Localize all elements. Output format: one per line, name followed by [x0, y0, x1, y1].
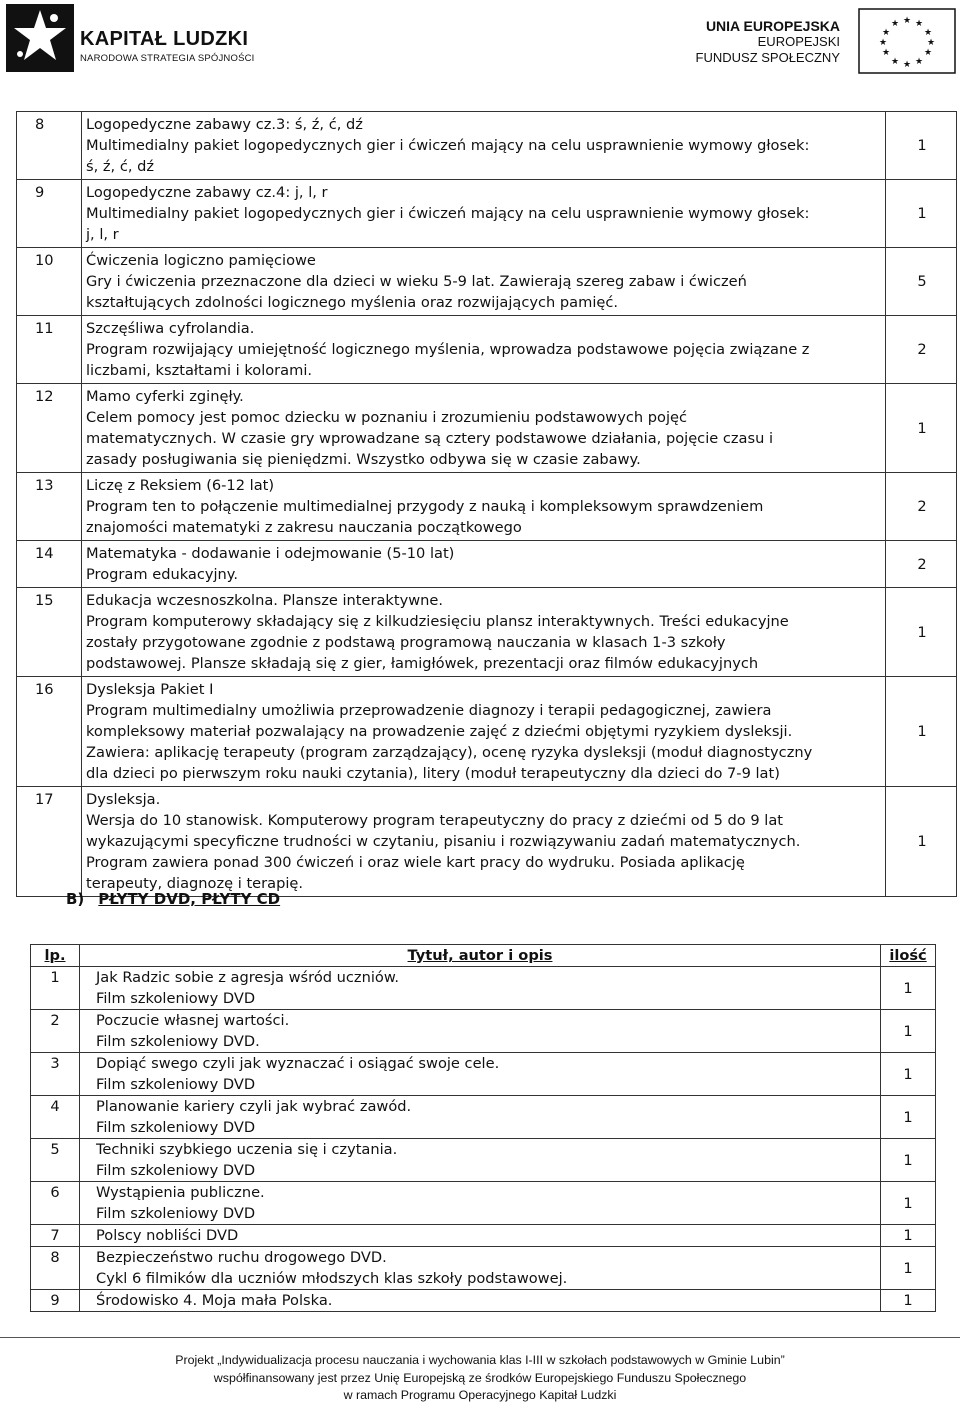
row-description [82, 316, 886, 384]
eu-line-1: UNIA EUROPEJSKA [705, 18, 840, 34]
desc-line: Bezpieczeństwo ruchu drogowego DVD. [96, 1249, 387, 1266]
svg-text:★: ★ [914, 19, 924, 29]
logo-title: KAPITAŁ LUDZKI [80, 28, 249, 50]
desc-line: Celem pomocy jest pomoc dziecku w poznaniu i zrozumieniu podstawowych pojęć [86, 409, 688, 426]
software-table [16, 111, 957, 897]
desc-line: Zawiera: aplikację terapeuty (program zarządzający), ocenę ryzyka dysleksji (moduł diagnostyczny [86, 744, 813, 761]
row-quantity: 1 [886, 588, 957, 677]
desc-line: Szczęśliwa cyfrolandia. [86, 320, 255, 337]
desc-line: j, l, r [86, 226, 119, 243]
desc-line: Dysleksja Pakiet I [86, 681, 214, 698]
table-row [31, 1139, 936, 1182]
row-number: 7 [31, 1225, 80, 1247]
desc-line: Film szkoleniowy DVD. [96, 1033, 260, 1050]
table-row [31, 1053, 936, 1096]
svg-text:★: ★ [923, 28, 933, 38]
footer-divider [0, 1337, 960, 1338]
svg-text:★: ★ [914, 57, 924, 67]
desc-line: Mamo cyferki zginęły. [86, 388, 244, 405]
desc-line: Film szkoleniowy DVD [96, 1205, 256, 1222]
desc-line: Dopiąć swego czyli jak wyznaczać i osiągać swoje cele. [96, 1055, 500, 1072]
eu-line-2: EUROPEJSKI [757, 34, 840, 49]
table-row [17, 384, 957, 473]
row-quantity: 2 [886, 473, 957, 541]
desc-line: zasady posługiwania się pieniędzmi. Wszystko odbywa się w czasie zabawy. [86, 451, 641, 468]
row-description [80, 1182, 881, 1225]
row-description [80, 1053, 881, 1096]
desc-line: ś, ź, ć, dź [86, 158, 155, 175]
kapital-ludzki-logo [6, 4, 74, 72]
table-row [17, 473, 957, 541]
row-number: 16 [17, 677, 82, 787]
desc-line: wykazującymi specyficzne trudności w czytaniu, pisaniu i rozwiązywaniu zadań matematycznych. [86, 833, 801, 850]
table-row [31, 1290, 936, 1312]
row-description [82, 473, 886, 541]
row-quantity: 1 [881, 1247, 936, 1290]
desc-line: Film szkoleniowy DVD [96, 1076, 256, 1093]
desc-line: Techniki szybkiego uczenia się i czytania. [96, 1141, 398, 1158]
svg-text:★: ★ [881, 48, 891, 58]
row-description [82, 384, 886, 473]
table-row [17, 787, 957, 897]
row-number: 10 [17, 248, 82, 316]
desc-line: Program zawiera ponad 300 ćwiczeń i oraz wiele kart pracy do wydruku. Posiada aplikację [86, 854, 745, 871]
row-number: 15 [17, 588, 82, 677]
row-number: 8 [31, 1247, 80, 1290]
eu-label [696, 18, 840, 66]
desc-line: Planowanie kariery czyli jak wybrać zawód. [96, 1098, 412, 1115]
row-number: 4 [31, 1096, 80, 1139]
row-quantity: 1 [881, 1010, 936, 1053]
desc-line: Film szkoleniowy DVD [96, 1119, 256, 1136]
row-number: 9 [17, 180, 82, 248]
table-row [17, 588, 957, 677]
svg-text:★: ★ [902, 60, 912, 70]
table-row [31, 1225, 936, 1247]
desc-line: Wystąpienia publiczne. [96, 1184, 265, 1201]
desc-line: Film szkoleniowy DVD [96, 990, 256, 1007]
table-row [31, 967, 936, 1010]
header-lp: lp. [31, 945, 80, 967]
row-description [80, 1010, 881, 1053]
desc-line: Logopedyczne zabawy cz.4: j, l, r [86, 184, 328, 201]
table-row [31, 1010, 936, 1053]
desc-line: matematycznych. W czasie gry wprowadzane są cztery podstawowe działania, pojęcie czasu i [86, 430, 774, 447]
row-quantity: 1 [881, 1225, 936, 1247]
table-row [31, 1182, 936, 1225]
row-quantity: 1 [886, 677, 957, 787]
desc-line: zostały przygotowane zgodnie z podstawą programową nauczania w klasach 1-3 szkoły [86, 634, 726, 651]
footer-line-2: współfinansowany jest przez Unię Europejską ze środków Europejskiego Funduszu Społecznego [213, 1370, 747, 1385]
page-header [0, 0, 960, 80]
row-description [82, 112, 886, 180]
row-number: 14 [17, 541, 82, 588]
row-description [80, 967, 881, 1010]
row-quantity: 1 [886, 787, 957, 897]
section-heading [66, 890, 280, 908]
svg-text:★: ★ [881, 28, 891, 38]
row-number: 1 [31, 967, 80, 1010]
row-quantity: 1 [886, 384, 957, 473]
desc-line: Środowisko 4. Moja mała Polska. [96, 1292, 333, 1309]
svg-text:★: ★ [902, 16, 912, 26]
desc-line: Ćwiczenia logiczno pamięciowe [86, 252, 316, 269]
row-description [80, 1290, 881, 1312]
row-description [82, 541, 886, 588]
table-row [17, 316, 957, 384]
table-row [31, 1096, 936, 1139]
desc-line: znajomości matematyki z zakresu nauczania początkowego [86, 519, 522, 536]
svg-text:★: ★ [923, 48, 933, 58]
row-quantity: 1 [881, 967, 936, 1010]
svg-text:★: ★ [878, 38, 888, 48]
desc-line: Edukacja wczesnoszkolna. Plansze interaktywne. [86, 592, 444, 609]
desc-line: Cykl 6 filmików dla uczniów młodszych klas szkoły podstawowej. [96, 1270, 568, 1287]
table-header-row [31, 945, 936, 967]
row-description [80, 1225, 881, 1247]
section-letter: B) [66, 890, 85, 908]
row-quantity: 5 [886, 248, 957, 316]
row-number: 6 [31, 1182, 80, 1225]
logo-subtitle: NARODOWA STRATEGIA SPÓJNOŚCI [80, 53, 255, 64]
footer-line-3: w ramach Programu Operacyjnego Kapitał Ludzki [343, 1388, 617, 1402]
row-number: 11 [17, 316, 82, 384]
desc-line: Film szkoleniowy DVD [96, 1162, 256, 1179]
desc-line: Matematyka - dodawanie i odejmowanie (5-10 lat) [86, 545, 455, 562]
row-description [82, 677, 886, 787]
eu-flag-icon [858, 8, 956, 74]
desc-line: Multimedialny pakiet logopedycznych gier i ćwiczeń mający na celu usprawnienie wymowy głosek: [86, 137, 810, 154]
page-footer [0, 1352, 960, 1405]
row-number: 8 [17, 112, 82, 180]
desc-line: dla dzieci po pierwszym roku nauki czytania), litery (moduł terapeutyczny dla dzieci do 7-9 lat) [86, 765, 780, 782]
desc-line: kompleksowy materiał pozwalający na prowadzenie zajęć z dziećmi objętymi ryzykiem dysleksji. [86, 723, 793, 740]
row-quantity: 2 [886, 316, 957, 384]
row-quantity: 1 [886, 180, 957, 248]
header-quantity: ilość [881, 945, 936, 967]
row-quantity: 1 [886, 112, 957, 180]
header-title: Tytuł, autor i opis [80, 945, 881, 967]
desc-line: Program ten to połączenie multimedialnej przygody z nauką i kompleksowym sprawdzeniem [86, 498, 764, 515]
table-row [17, 180, 957, 248]
desc-line: kształtujących zdolności logicznego myślenia oraz rozwijających pamięć. [86, 294, 619, 311]
desc-line: Program edukacyjny. [86, 566, 239, 583]
desc-line: Dysleksja. [86, 791, 161, 808]
desc-line: Liczę z Reksiem (6-12 lat) [86, 477, 275, 494]
svg-text:★: ★ [926, 38, 936, 48]
desc-line: Logopedyczne zabawy cz.3: ś, ź, ć, dź [86, 116, 363, 133]
desc-line: liczbami, kształtami i kolorami. [86, 362, 313, 379]
section-title: PŁYTY DVD, PŁYTY CD [98, 890, 281, 908]
table-row [17, 541, 957, 588]
row-number: 3 [31, 1053, 80, 1096]
desc-line: Program komputerowy składający się z kilkudziesięciu plansz interaktywnych. Treści edukacyjne [86, 613, 789, 630]
desc-line: Wersja do 10 stanowisk. Komputerowy program terapeutyczny do pracy z dziećmi od 5 do 9 lat [86, 812, 784, 829]
row-number: 5 [31, 1139, 80, 1182]
svg-text:★: ★ [890, 57, 900, 67]
desc-line: Program multimedialny umożliwia przeprowadzenie diagnozy i terapii pedagogicznej, zawiera [86, 702, 772, 719]
row-quantity: 1 [881, 1290, 936, 1312]
desc-line: Poczucie własnej wartości. [96, 1012, 290, 1029]
row-description [82, 787, 886, 897]
dvd-table [30, 944, 936, 1312]
row-quantity: 1 [881, 1139, 936, 1182]
row-number: 17 [17, 787, 82, 897]
row-quantity: 1 [881, 1053, 936, 1096]
row-quantity: 1 [881, 1182, 936, 1225]
row-quantity: 2 [886, 541, 957, 588]
row-number: 13 [17, 473, 82, 541]
desc-line: podstawowej. Plansze składają się z gier, łamigłówek, prezentacji oraz filmów edukacyjnych [86, 655, 759, 672]
row-description [82, 588, 886, 677]
row-description [80, 1247, 881, 1290]
desc-line: Polscy nobliści DVD [96, 1227, 239, 1244]
row-description [82, 180, 886, 248]
row-number: 9 [31, 1290, 80, 1312]
row-description [80, 1139, 881, 1182]
row-number: 2 [31, 1010, 80, 1053]
row-description [82, 248, 886, 316]
table-row [17, 112, 957, 180]
desc-line: Gry i ćwiczenia przeznaczone dla dzieci w wieku 5-9 lat. Zawierają szereg zabaw i ćwiczeń [86, 273, 747, 290]
row-description [80, 1096, 881, 1139]
svg-text:★: ★ [890, 19, 900, 29]
desc-line: terapeuty, diagnozę i terapię. [86, 875, 304, 892]
table-row [31, 1247, 936, 1290]
desc-line: Multimedialny pakiet logopedycznych gier i ćwiczeń mający na celu usprawnienie wymowy głosek: [86, 205, 810, 222]
row-quantity: 1 [881, 1096, 936, 1139]
table-row [17, 248, 957, 316]
table-row [17, 677, 957, 787]
eu-line-3: FUNDUSZ SPOŁECZNY [695, 50, 840, 65]
desc-line: Jak Radzic sobie z agresja wśród uczniów. [96, 969, 400, 986]
desc-line: Program rozwijający umiejętność logicznego myślenia, wprowadza podstawowe pojęcia związane z [86, 341, 810, 358]
row-number: 12 [17, 384, 82, 473]
footer-line-1: Projekt „Indywidualizacja procesu nauczania i wychowania klas I-III w szkołach podstawowych w Gminie Lubin” [175, 1353, 785, 1367]
